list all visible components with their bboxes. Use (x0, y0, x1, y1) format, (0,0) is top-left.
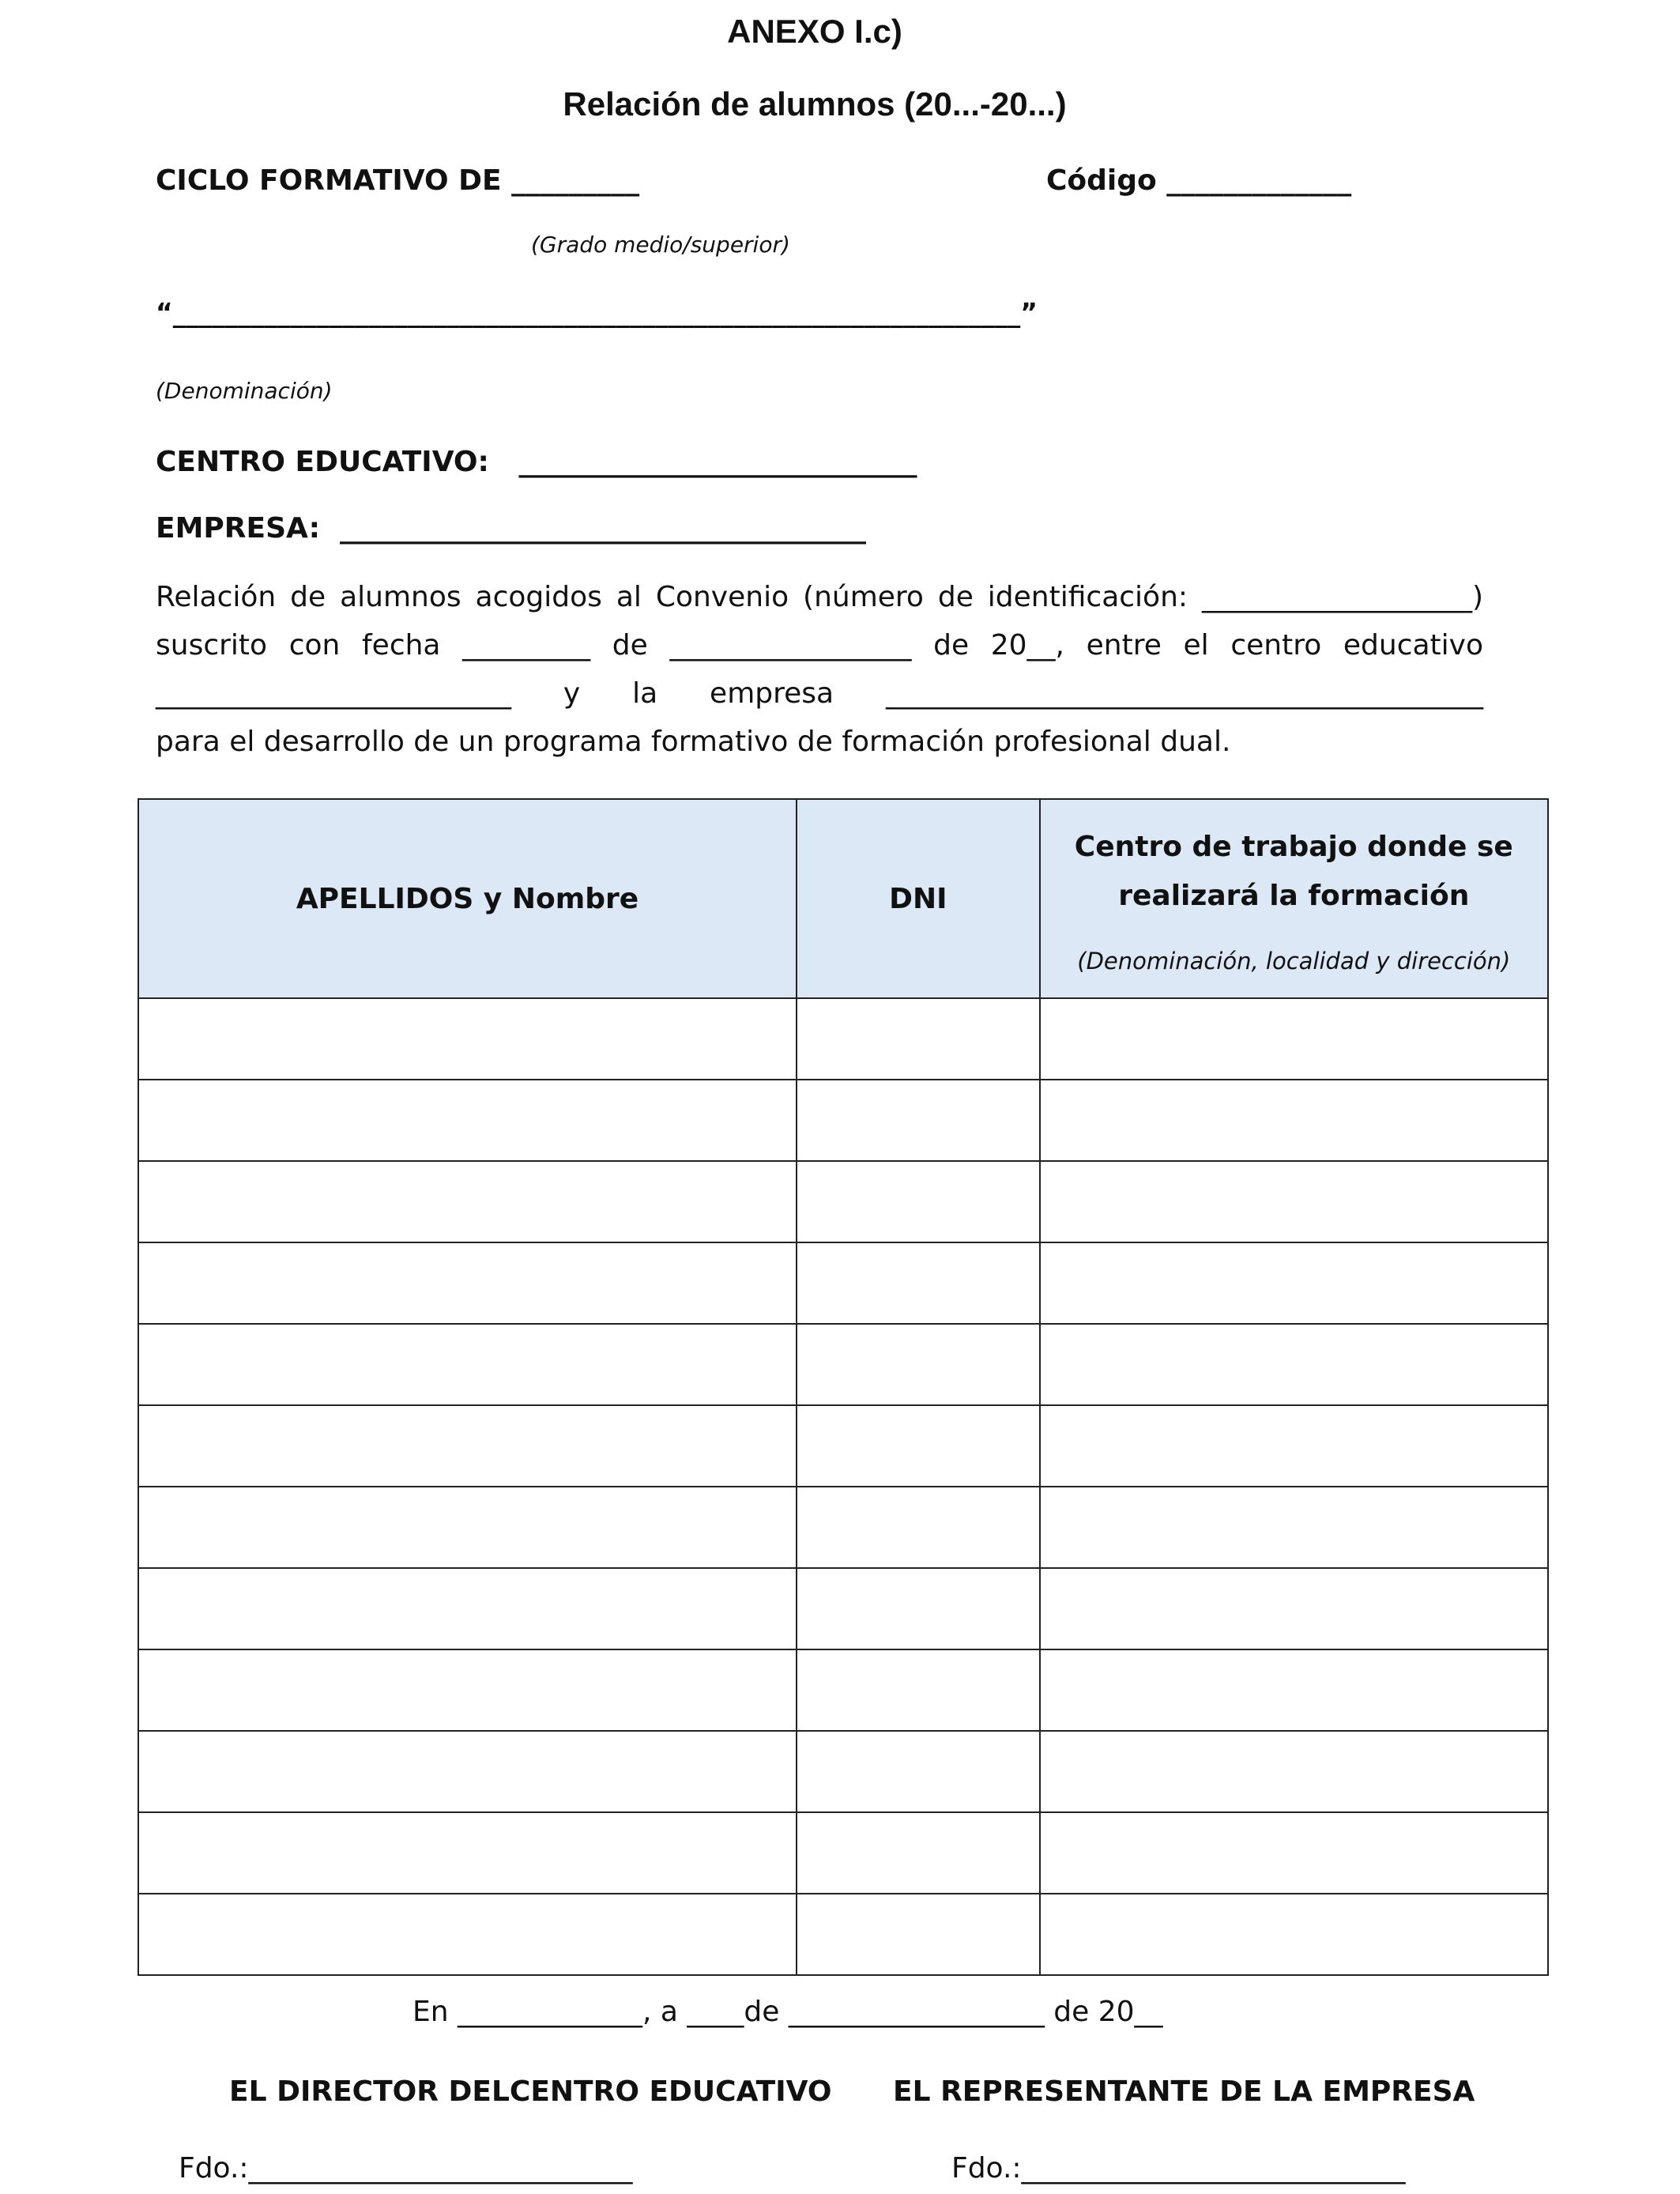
header-workplace-line2: realizará la formación (1118, 880, 1470, 912)
workplace-cell[interactable] (1040, 1894, 1548, 1975)
students-table (137, 798, 1549, 1976)
name-cell[interactable] (138, 1487, 797, 1568)
name-cell[interactable] (138, 998, 797, 1080)
name-cell[interactable] (138, 1894, 797, 1975)
table-row (138, 1080, 1548, 1161)
dni-cell[interactable] (797, 998, 1040, 1080)
table-row (138, 1812, 1548, 1894)
centro-educativo-field[interactable]: CENTRO EDUCATIVO: ____________________________ (156, 446, 917, 478)
ciclo-formativo-field[interactable]: CICLO FORMATIVO DE _________ (156, 164, 640, 197)
header-name: APELLIDOS y Nombre (138, 799, 797, 998)
table-row (138, 1405, 1548, 1487)
agreement-line-4: para el desarrollo de un programa formativo de formación profesional dual. (156, 726, 1231, 758)
workplace-cell[interactable] (1040, 1568, 1548, 1649)
name-cell[interactable] (138, 1080, 797, 1161)
workplace-cell[interactable] (1040, 998, 1548, 1080)
signature-right[interactable]: Fdo.:___________________________ (951, 2152, 1406, 2185)
dni-cell[interactable] (797, 1812, 1040, 1894)
header-workplace-hint: (Denominación, localidad y dirección) (1077, 948, 1511, 974)
name-cell[interactable] (138, 1242, 797, 1324)
empresa-field[interactable]: EMPRESA: _____________________________________ (156, 512, 867, 545)
dni-cell[interactable] (797, 1324, 1040, 1405)
header-workplace-line1: Centro de trabajo donde se (1074, 831, 1513, 863)
dni-cell[interactable] (797, 1568, 1040, 1649)
agreement-line-3: _________________________ y la empresa __________________________________________ (156, 677, 1483, 710)
agreement-line-1: Relación de alumnos acogidos al Convenio (número de identificación: ___________________) (156, 581, 1483, 613)
dni-cell[interactable] (797, 1080, 1040, 1161)
director-label: EL DIRECTOR DELCENTRO EDUCATIVO (229, 2075, 832, 2108)
name-cell[interactable] (138, 1568, 797, 1649)
name-cell[interactable] (138, 1324, 797, 1405)
table-row (138, 1649, 1548, 1731)
header-workplace (1040, 799, 1548, 998)
annex-title: ANEXO I.c) (727, 13, 902, 50)
workplace-cell[interactable] (1040, 1405, 1548, 1487)
dni-cell[interactable] (797, 1731, 1040, 1812)
header-dni: DNI (797, 799, 1040, 998)
table-row (138, 1568, 1548, 1649)
codigo-field[interactable]: Código _____________ (1046, 164, 1352, 197)
document-subtitle: Relación de alumnos (20...-20...) (563, 85, 1067, 123)
dni-cell[interactable] (797, 1649, 1040, 1731)
denominacion-hint: (Denominación) (156, 378, 333, 404)
workplace-cell[interactable] (1040, 1812, 1548, 1894)
workplace-cell[interactable] (1040, 1649, 1548, 1731)
table-row (138, 1161, 1548, 1242)
dni-cell[interactable] (797, 1242, 1040, 1324)
table-row (138, 998, 1548, 1080)
workplace-cell[interactable] (1040, 1487, 1548, 1568)
dni-cell[interactable] (797, 1487, 1040, 1568)
signature-left[interactable]: Fdo.:___________________________ (179, 2152, 633, 2185)
representative-label: EL REPRESENTANTE DE LA EMPRESA (893, 2075, 1475, 2108)
workplace-cell[interactable] (1040, 1731, 1548, 1812)
table-row (138, 1731, 1548, 1812)
workplace-cell[interactable] (1040, 1242, 1548, 1324)
workplace-cell[interactable] (1040, 1324, 1548, 1405)
dni-cell[interactable] (797, 1894, 1040, 1975)
workplace-cell[interactable] (1040, 1080, 1548, 1161)
name-cell[interactable] (138, 1812, 797, 1894)
table-header-row (138, 799, 1548, 998)
name-cell[interactable] (138, 1649, 797, 1731)
table-row (138, 1894, 1548, 1975)
table-row (138, 1487, 1548, 1568)
dni-cell[interactable] (797, 1161, 1040, 1242)
agreement-line-2: suscrito con fecha _________ de _________________ de 20__, entre el centro educativo (156, 629, 1483, 662)
name-cell[interactable] (138, 1405, 797, 1487)
name-cell[interactable] (138, 1731, 797, 1812)
grado-hint: (Grado medio/superior) (531, 232, 790, 258)
dni-cell[interactable] (797, 1405, 1040, 1487)
denominacion-field[interactable]: “_________________________________________________________________” (156, 297, 1038, 328)
workplace-cell[interactable] (1040, 1161, 1548, 1242)
table-row (138, 1324, 1548, 1405)
name-cell[interactable] (138, 1161, 797, 1242)
table-row (138, 1242, 1548, 1324)
place-date-line[interactable]: En _____________, a ____de __________________ de 20__ (412, 1996, 1163, 2028)
